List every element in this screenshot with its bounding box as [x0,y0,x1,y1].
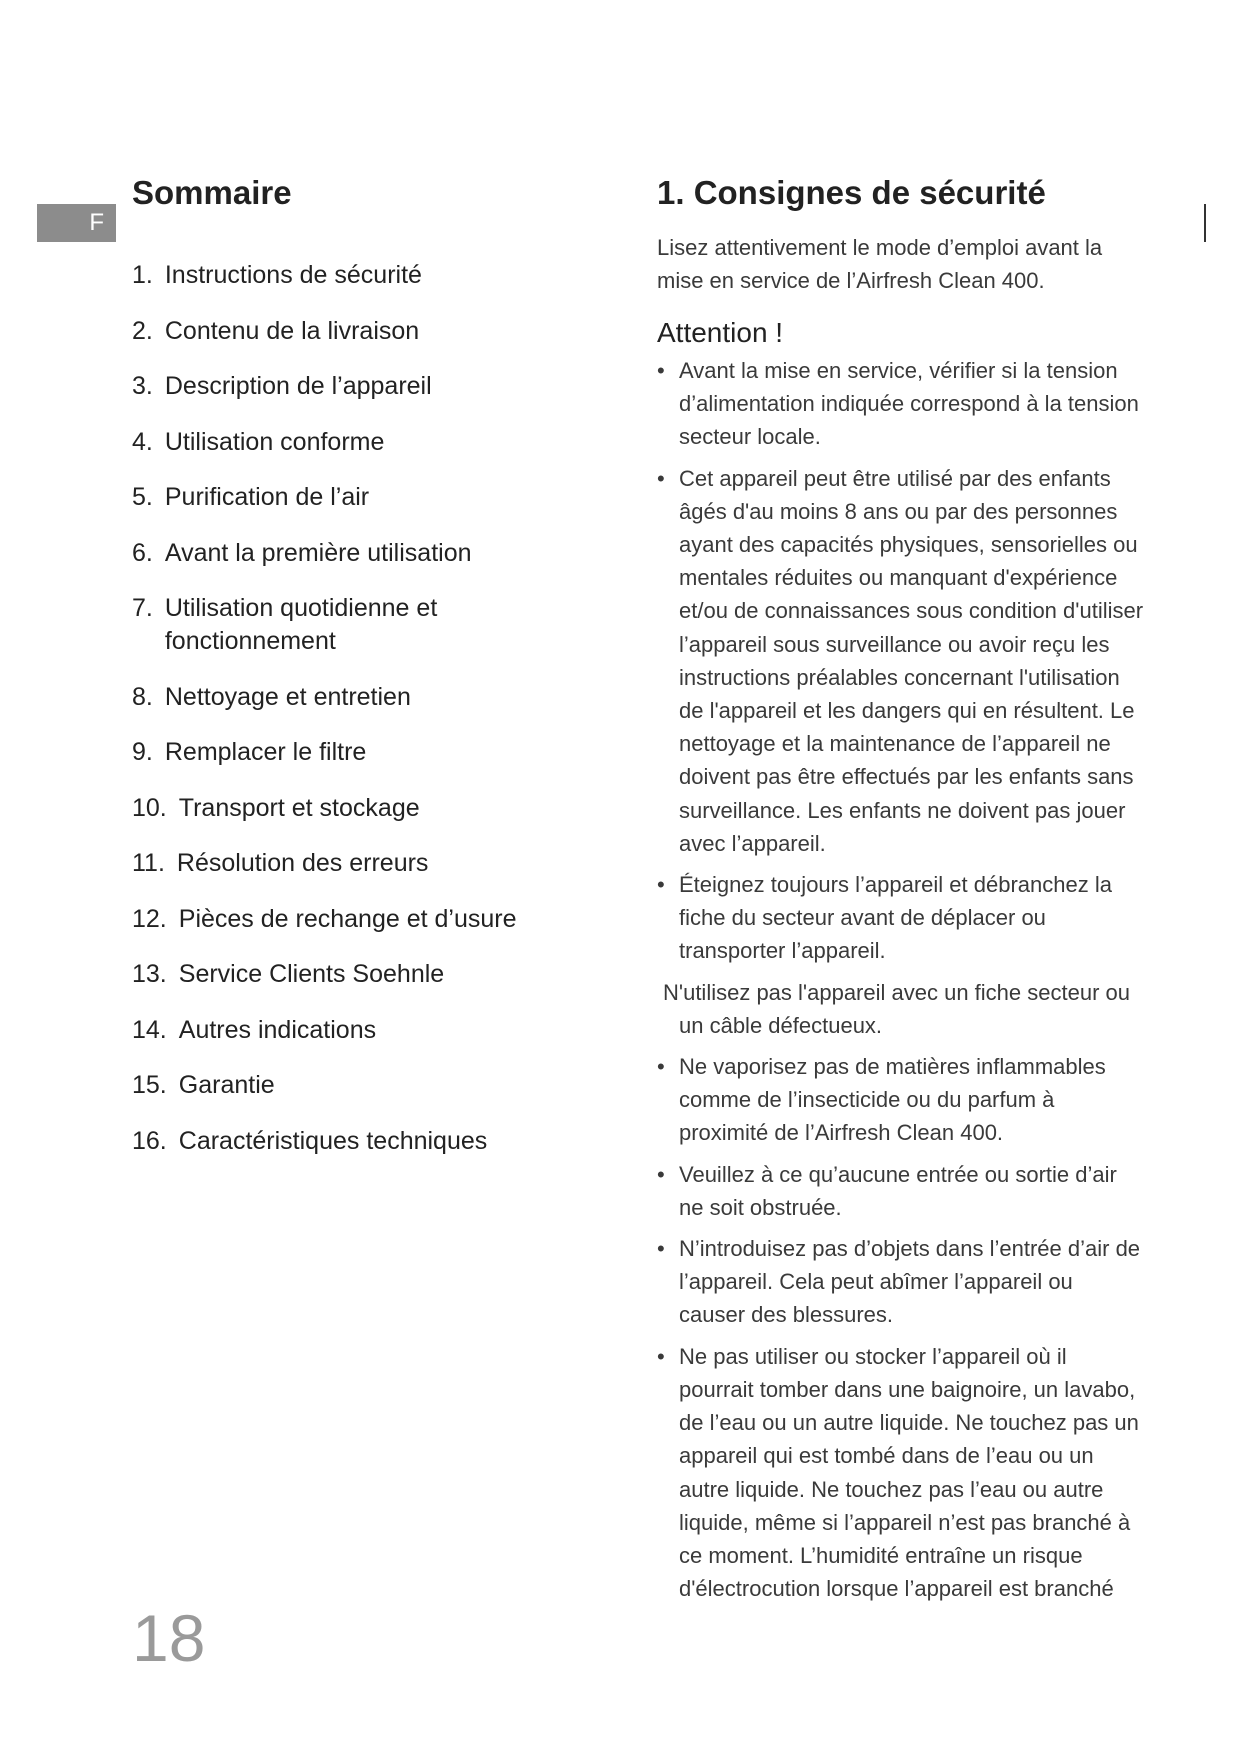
toc-item-number: 16. [132,1126,167,1155]
toc-item-number: 13. [132,960,167,988]
toc-item-text: Service Clients Soehnle [178,960,445,988]
safety-item [657,1232,1144,1332]
toc-item [132,903,592,936]
toc-item-text: Description de l’appareil [164,372,432,400]
toc-item-text: Purification de l’air [164,483,370,511]
toc-item-number: 3. [132,372,153,400]
safety-item-text: N’introduisez pas d’objets dans l’entrée d’air de l’appareil. Cela peut abîmer l’appareil ou causer des blessures. [679,1236,1141,1328]
toc-item-number: 5. [132,483,153,511]
safety-item-text: Éteignez toujours l’appareil et débranchez la fiche du secteur avant de déplacer ou transporter l’appareil. [679,872,1112,964]
table-of-contents [132,259,592,1180]
toc-item-text: Avant la première utilisation [164,538,472,567]
bullet-glyph: • [657,1343,665,1369]
toc-item-text: Remplacer le filtre [164,738,367,766]
toc-item [132,481,592,514]
safety-item-text: Ne vaporisez pas de matières inflammables comme de l’insecticide ou du parfum à proximité de l’Airfresh Clean 400. [679,1054,1106,1146]
page-edge-marker [1204,204,1206,242]
safety-item-text: Ne pas utiliser ou stocker l’appareil où il pourrait tomber dans une baignoire, un lavabo, de l’eau ou un autre liquide. Ne touchez pas un appareil qui est tombé dans de l’eau ou un autre liquide. Ne touchez pas l’eau ou autre liquide, même si l’appareil n’est pas branché à ce moment. L’humidité entraîne un risque d'électrocution lorsque l’appareil est branché [679,1343,1139,1602]
toc-item [132,426,592,459]
toc-item-number: 10. [132,793,167,822]
safety-item [657,1158,1144,1224]
toc-item-number: 4. [132,427,153,456]
toc-item-number: 12. [132,904,167,933]
safety-item-text: Cet appareil peut être utilisé par des enfants âgés d'au moins 8 ans ou par des personnes ayant des capacités physiques, sensorielles ou mentales réduites ou manquant d'expérience et/ou de connaissances sous condition d'utiliser l’appareil sous surveillance ou avoir reçu les instructions préalables concernant l'utilisation de l'appareil et les dangers qui en résultent. Le nettoyage et la maintenance de l’appareil ne doivent pas être effectués par les enfants sans surveillance. Les enfants ne doivent pas jouer avec l’appareil. [679,465,1144,856]
toc-item-text: Pièces de rechange et d’usure [178,904,517,933]
toc-item [132,315,592,348]
attention-heading: Attention ! [657,317,784,348]
toc-item-text: Résolution des erreurs [176,849,429,877]
toc-item-number: 15. [132,1071,167,1099]
toc-item [132,1069,592,1102]
toc-item-text: Utilisation conforme [164,427,385,456]
toc-item [132,847,592,880]
toc-item-number: 1. [132,261,153,289]
toc-item-number: 11. [132,849,165,877]
toc-item [132,736,592,769]
toc-item-number: 6. [132,538,153,567]
safety-item-text: Veuillez à ce qu’aucune entrée ou sortie d’air ne soit obstruée. [679,1161,1117,1220]
toc-item-number: 2. [132,316,153,345]
toc-item-number: 14. [132,1015,167,1044]
toc-item [132,1014,592,1047]
toc-item [132,537,592,570]
safety-item [657,1050,1144,1150]
toc-item [132,1125,592,1158]
toc-item [132,792,592,825]
toc-item-text: Nettoyage et entretien [164,682,411,711]
toc-item [132,370,592,403]
bullet-glyph: • [657,465,665,491]
toc-item-text: Contenu de la livraison [164,316,420,345]
bullet-glyph: • [657,1054,665,1080]
toc-item-number: 7. [132,594,153,622]
toc-item-text: Instructions de sécurité [164,261,422,289]
toc-item [132,958,592,991]
toc-title: Sommaire [132,174,292,211]
bullet-glyph: • [657,358,665,383]
toc-item-text: Transport et stockage [178,793,420,822]
safety-item [657,976,1144,1042]
safety-item [657,1340,1144,1606]
bullet-glyph: • [657,872,665,898]
safety-item [657,868,1144,968]
toc-item-number: 8. [132,682,153,711]
safety-item [657,354,1144,454]
bullet-glyph: • [657,1236,665,1262]
toc-item-text: Garantie [178,1071,275,1099]
safety-item-text: Avant la mise en service, vérifier si la tension d’alimentation indiquée correspond à la tension secteur locale. [679,358,1139,450]
toc-item [132,681,592,714]
safety-instructions-list [657,354,1144,1613]
toc-item-text: Autres indications [178,1015,377,1044]
language-tab: F [37,204,116,242]
toc-item [132,259,592,292]
section-title: 1. Consignes de sécurité [657,174,1046,211]
bullet-glyph: • [657,1161,665,1187]
toc-item [132,592,592,658]
toc-item-text: Utilisation quotidienne et fonctionnement [164,594,438,655]
toc-item-text: Caractéristiques techniques [178,1126,488,1155]
intro-paragraph: Lisez attentivement le mode d’emploi avant la mise en service de l’Airfresh Clean 400. [657,235,1103,294]
toc-item-number: 9. [132,738,153,766]
safety-item [657,462,1144,860]
page-number: 18 [132,1601,206,1675]
safety-item-text: N'utilisez pas l'appareil avec un fiche secteur ou un câble défectueux. [663,979,1130,1038]
